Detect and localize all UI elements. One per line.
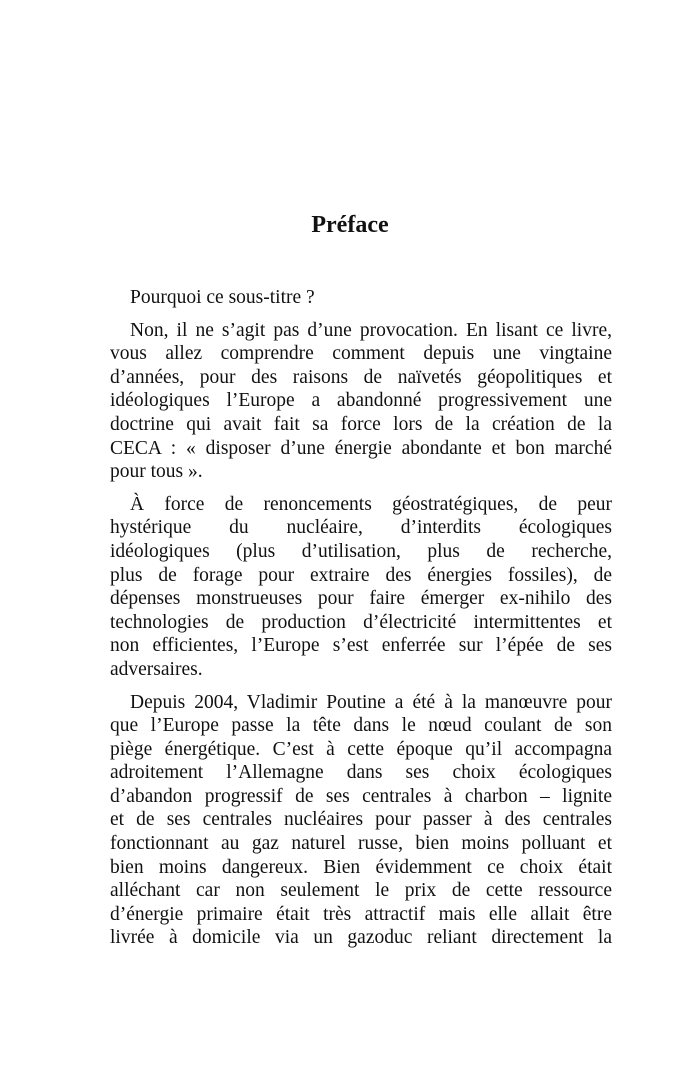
text-line: adversaires.	[110, 658, 203, 680]
text-line: d’années, pour des raisons de naïvetés géopolitiques et	[110, 366, 612, 388]
text-line: vous allez comprendre comment depuis une vingtaine	[110, 343, 612, 365]
text-line: plus de forage pour extraire des énergies fossiles), de	[110, 564, 612, 586]
chapter-title: Préface	[311, 212, 389, 238]
text-line: dépenses monstrueuses pour faire émerger ex-nihilo des	[110, 588, 612, 610]
chapter-body	[110, 286, 612, 959]
text-line: Pourquoi ce sous-titre ?	[130, 287, 315, 308]
paragraph-2	[110, 319, 612, 484]
text-line: d’abandon progressif de ses centrales à charbon – lignite	[110, 785, 612, 807]
text-line: bien moins dangereux. Bien évidemment ce choix était	[110, 856, 612, 878]
text-line: pour tous ».	[110, 461, 203, 483]
paragraph-4	[110, 691, 612, 951]
text-line: livrée à domicile via un gazoduc reliant directement la	[110, 927, 612, 949]
text-line: Depuis 2004, Vladimir Poutine a été à la manœuvre pour	[130, 691, 612, 713]
text-line: piège énergétique. C’est à cette époque qu’il accompagna	[110, 738, 612, 760]
text-line: Non, il ne s’agit pas d’une provocation. En lisant ce livre,	[130, 319, 612, 341]
text-line: adroitement l’Allemagne dans ses choix écologiques	[110, 762, 612, 784]
text-line: d’énergie primaire était très attractif mais elle allait être	[110, 903, 612, 925]
text-line: fonctionnant au gaz naturel russe, bien moins polluant et	[110, 833, 612, 855]
text-line: idéologiques (plus d’utilisation, plus de recherche,	[110, 540, 612, 562]
text-line: alléchant car non seulement le prix de cette ressource	[110, 880, 612, 902]
text-line: que l’Europe passe la tête dans le nœud coulant de son	[110, 715, 612, 737]
text-line: et de ses centrales nucléaires pour passer à des centrales	[110, 809, 612, 831]
text-line: CECA : « disposer d’une énergie abondante et bon marché	[110, 437, 612, 459]
paragraph-3	[110, 493, 612, 682]
text-line: idéologiques l’Europe a abandonné progressivement une	[110, 390, 612, 412]
text-line: non efficientes, l’Europe s’est enferrée sur l’épée de ses	[110, 635, 612, 657]
text-line: À force de renoncements géostratégiques, de peur	[130, 493, 612, 515]
text-line: doctrine qui avait fait sa force lors de la création de la	[110, 413, 612, 435]
text-line: hystérique du nucléaire, d’interdits écologiques	[110, 517, 612, 539]
text-line: technologies de production d’électricité intermittentes et	[110, 611, 612, 633]
paragraph-1	[110, 286, 612, 310]
